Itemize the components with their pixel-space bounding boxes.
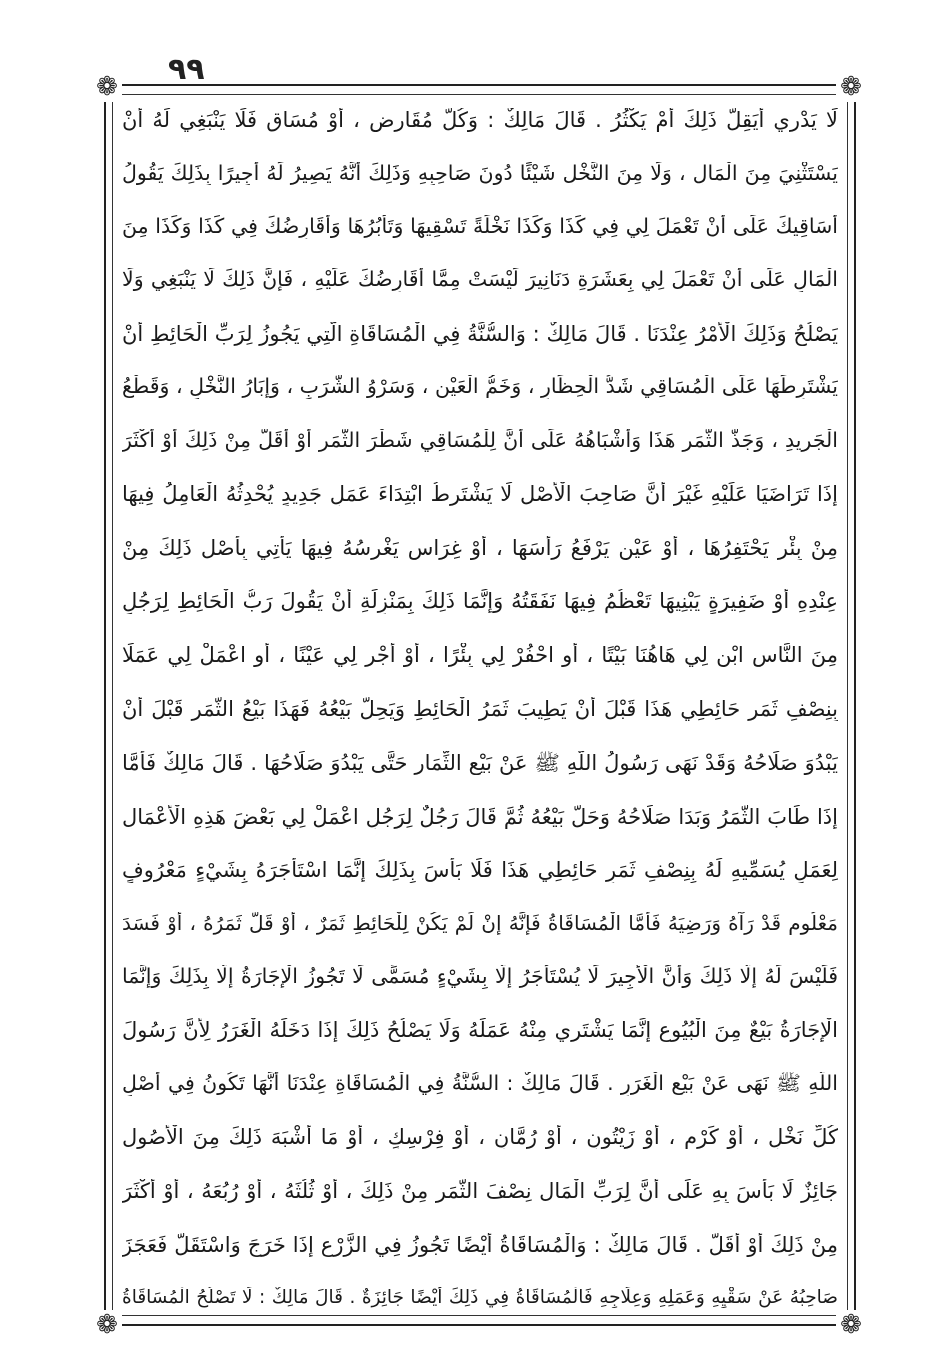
text-line: الْجَرِيدِ ، وَجَذُّ الثَّمَرِ هَذَا وَأَشْبَاهُهُ عَلَى أَنَّ لِلْمُسَاقِي شَطْرَ الثَّمَرِ أَوْ أَقَلَّ مِنْ ذَلِكَ أَوْ أَكْثَرَ [122, 428, 838, 452]
text-line: كُلِّ نَخْلٍ ، أَوْ كَرْمٍ ، أَوْ زَيْتُونٍ ، أَوْ رُمَّانٍ ، أَوْ فِرْسِكٍ ، أَوْ مَا أَشْبَهَ ذَلِكَ مِنَ الْأُصُولِ [122, 1125, 838, 1150]
text-line: لِعَمَلٍ يُسَمِّيهِ لَهُ بِنِصْفِ ثَمَرِ حَائِطِي هَذَا فَلَا بَأْسَ بِذَلِكَ إِنَّمَا اسْتَأْجَرَهُ بِشَيْءٍ مَعْرُوفٍ [122, 858, 838, 883]
corner-ornament-icon: ❁ [836, 72, 866, 102]
text-line: لَا يَدْرِي أَيَقِلُّ ذَلِكَ أَمْ يَكْثُرُ . قَالَ مَالِكٌ : وَكُلُّ مُقَارِضٍ ، أَوْ مُسَاقٍ فَلَا يَنْبَغِي لَهُ أَنْ [122, 108, 838, 132]
text-line: إِذَا طَابَ الثَّمَرُ وَبَدَا صَلَاحُهُ وَحَلَّ بَيْعُهُ ثُمَّ قَالَ رَجُلٌ لِرَجُلٍ اعْمَلْ لِي بَعْضَ هَذِهِ الْأَعْمَالِ [122, 804, 838, 829]
text-line: عِنْدِهِ أَوْ ضَفِيرَةٍ يَبْنِيهَا تَعْظُمُ فِيهَا نَفَقَتُهُ وَإِنَّمَا ذَلِكَ بِمَنْزِلَةِ أَنْ يَقُولَ رَبُّ الْحَائِطِ لِرَجُلٍ [122, 589, 838, 614]
corner-ornament-icon: ❁ [92, 72, 122, 102]
corner-ornament-icon: ❁ [92, 1310, 122, 1340]
text-line: مِنْ ذَلِكَ أَوْ أَقَلَّ . قَالَ مَالِكٌ : وَالْمُسَاقَاةُ أَيْضًا تَجُوزُ فِي الزَّرْعِ إِذَا خَرَجَ وَاسْتَقَلَّ فَعَجَزَ [122, 1232, 838, 1257]
text-line: مِنْ بِئْرٍ يَحْتَفِرُهَا ، أَوْ عَيْنٍ يَرْفَعُ رَأْسَهَا ، أَوْ غِرَاسٍ يَغْرِسُهُ فِيهَا يَأْتِي بِأَصْلِ ذَلِكَ مِنْ [122, 535, 838, 560]
text-line: فَلَيْسَ لَهُ إِلَّا ذَلِكَ وَأَنَّ الْأَجِيرَ لَا يُسْتَأْجَرُ إِلَّا بِشَيْءٍ مُسَمًّى لَا تَجُوزُ الْإِجَارَةُ إِلَّا بِذَلِكَ وَإِنَّمَا [122, 964, 838, 988]
text-line: يَصْلُحُ وَذَلِكَ الْأَمْرُ عِنْدَنَا . قَالَ مَالِكٌ : وَالسُّنَّةُ فِي الْمُسَاقَاةِ الَّتِي يَجُوزُ لِرَبِّ الْحَائِطِ أَنْ [122, 321, 838, 346]
text-line: جَائِزٌ لَا بَأْسَ بِهِ عَلَى أَنَّ لِرَبِّ الْمَالِ نِصْفَ الثَّمَرِ مِنْ ذَلِكَ ، أَوْ ثُلُثَهُ ، أَوْ رُبُعَهُ ، أَوْ أَكْثَرَ [122, 1179, 838, 1204]
text-line: بِنِصْفِ ثَمَرِ حَائِطِي هَذَا قَبْلَ أَنْ يَطِيبَ ثَمَرُ الْحَائِطِ وَيَحِلَّ بَيْعُهُ فَهَذَا بَيْعُ الثَّمَرِ قَبْلَ أَنْ [122, 697, 838, 722]
text-line: أُسَاقِيكَ عَلَى أَنْ تَعْمَلَ لِي فِي كَذَا وَكَذَا نَخْلَةً تَسْقِيهَا وَتَأْبُرُهَا وَأُقَارِضُكَ فِي كَذَا وَكَذَا مِنَ [122, 215, 838, 239]
text-line: الْإِجَارَةُ بَيْعٌ مِنَ الْبُيُوعِ إِنَّمَا يَشْتَرِي مِنْهُ عَمَلَهُ وَلَا يَصْلُحُ ذَلِكَ إِذَا دَخَلَهُ الْغَرَرُ لِأَنَّ رَسُولَ [122, 1018, 838, 1043]
text-line: إِذَا تَرَاضَيَا عَلَيْهِ غَيْرَ أَنَّ صَاحِبَ الْأَصْلِ لَا يَشْتَرِطُ ابْتِدَاءَ عَمَلٍ جَدِيدٍ يُحْدِثُهُ الْعَامِلُ فِيهَا [122, 481, 838, 506]
text-line: صَاحِبُهُ عَنْ سَقْيِهِ وَعَمَلِهِ وَعِلَاجِهِ فَالْمُسَاقَاةُ فِي ذَلِكَ أَيْضًا جَائِزَةٌ . قَالَ مَالِكٌ : لَا تَصْلُحُ الْمُسَاقَاةُ [122, 1286, 838, 1308]
text-line: يَشْتَرِطَهَا عَلَى الْمُسَاقِي شَدُّ الْحِظَارِ ، وَخَمُّ الْعَيْنِ ، وَسَرْوُ الشَّرَبِ ، وَإِبَارُ النَّخْلِ ، وَقَطْعُ [122, 375, 838, 399]
corner-ornament-icon: ❁ [836, 1310, 866, 1340]
text-line: الْمَالِ عَلَى أَنْ تَعْمَلَ لِي بِعَشَرَةِ دَنَانِيرَ لَيْسَتْ مِمَّا أُقَارِضُكَ عَلَيْهِ ، فَإِنَّ ذَلِكَ لَا يَنْبَغِي وَلَا [122, 268, 838, 292]
text-line: مِنَ النَّاسِ ابْنِ لِي هَاهُنَا بَيْتًا ، أَوِ احْفُرْ لِي بِئْرًا ، أَوْ أَجْرِ لِي عَيْنًا ، أَوِ اعْمَلْ لِي عَمَلًا [122, 643, 838, 668]
text-line: يَبْدُوَ صَلَاحُهُ وَقَدْ نَهَى رَسُولُ اللَّهِ ﷺ عَنْ بَيْعِ الثِّمَارِ حَتَّى يَبْدُوَ صَلَاحُهَا . قَالَ مَالِكٌ فَأَمَّا [122, 750, 838, 775]
page-number: ٩٩ [168, 52, 205, 87]
text-line: يَسْتَثْنِيَ مِنَ الْمَالِ ، وَلَا مِنَ النَّخْلِ شَيْئًا دُونَ صَاحِبِهِ وَذَلِكَ أَنَّهُ يَصِيرُ لَهُ أَجِيرًا بِذَلِكَ يَقُولُ [122, 161, 838, 185]
body-text [122, 108, 838, 1308]
text-line: مَعْلُومٍ قَدْ رَآهُ وَرَضِيَهُ فَأَمَّا الْمُسَاقَاةُ فَإِنَّهُ إِنْ لَمْ يَكُنْ لِلْحَائِطِ ثَمَرٌ ، أَوْ قَلَّ ثَمَرُهُ ، أَوْ فَسَدَ [122, 912, 838, 936]
text-line: اللَّهِ ﷺ نَهَى عَنْ بَيْعِ الْغَرَرِ . قَالَ مَالِكٌ : السُّنَّةُ فِي الْمُسَاقَاةِ عِنْدَنَا أَنَّهَا تَكُونُ فِي أَصْلِ [122, 1072, 838, 1096]
